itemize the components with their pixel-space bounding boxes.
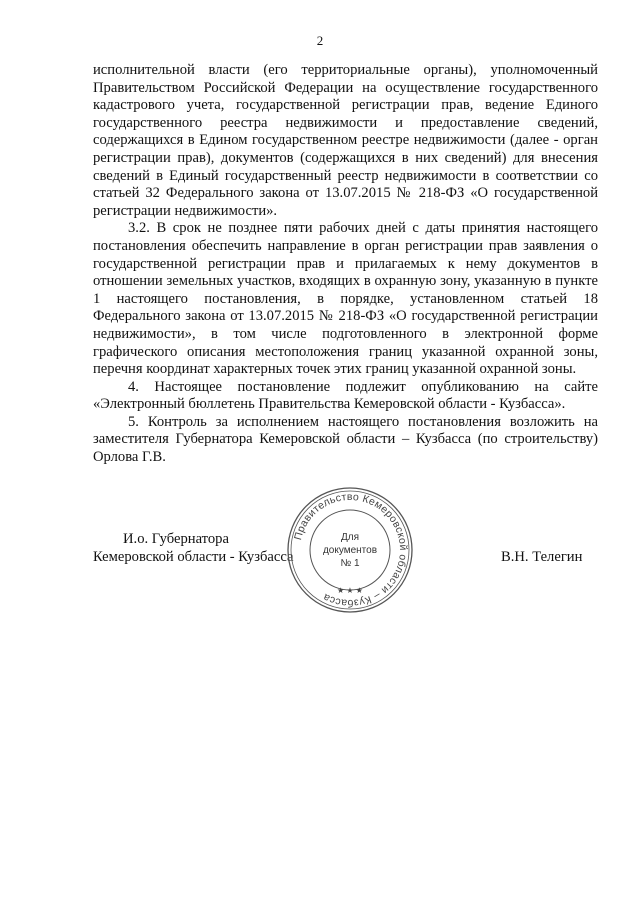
signatory-title: И.о. Губернатора: [123, 531, 229, 547]
document-body: [93, 62, 598, 467]
seal-center-line1: Для: [340, 532, 360, 543]
paragraph-4: 4. Настоящее постановление подлежит опубликованию на сайте «Электронный бюллетень Правительства Кемеровской области - Кузбасса».: [93, 378, 598, 413]
seal-stars: ★ ★ ★: [337, 586, 363, 595]
seal-center-line2: документов: [322, 545, 378, 556]
seal-center-line3: № 1: [340, 558, 360, 569]
paragraph-5: 5. Контроль за исполнением настоящего постановления возложить на заместителя Губернатора Кемеровской области – Кузбасса (по строительству) Орлова Г.В.: [93, 413, 598, 466]
paragraph-continuation: исполнительной власти (его территориальные органы), уполномоченный Правительством Российской Федерации на осуществление государственного кадастрового учета, государственной регистрации прав, ведение Единого государственного реестра недвижимости и предоставление сведений, содержащихся в Едином государственном реестре недвижимости (далее - орган регистрации прав), документов (содержащихся в них сведений) для внесения сведений в Единый государственный реестр недвижимости в соответствии со статьей 32 Федерального закона от 13.07.2015 № 218-ФЗ «О государственной регистрации недвижимости».: [93, 62, 598, 219]
signatory-name: В.Н. Телегин: [501, 549, 583, 565]
seal-ring-text: Правительство Кемеровской области – Кузбасса: [292, 490, 410, 610]
official-seal-stamp: [285, 485, 415, 615]
signatory-region: Кемеровской области - Кузбасса: [93, 549, 294, 565]
paragraph-3-2: 3.2. В срок не позднее пяти рабочих дней с даты принятия настоящего постановления обеспечить направление в орган регистрации прав заявления о государственной регистрации прав и прилагаемых к нему документов в отношении земельных участков, входящих в охранную зону, указанную в пункте 1 настоящего постановления, в порядке, установленном статьей 18 Федерального закона от 13.07.2015 № 218-ФЗ «О государственной регистрации недвижимости», в том числе подготовленного в электронной форме графического описания местоположения границ указанной охранной зоны, перечня координат характерных точек этих границ указанной охранной зоны.: [93, 220, 598, 378]
page-number: 2: [316, 33, 324, 48]
